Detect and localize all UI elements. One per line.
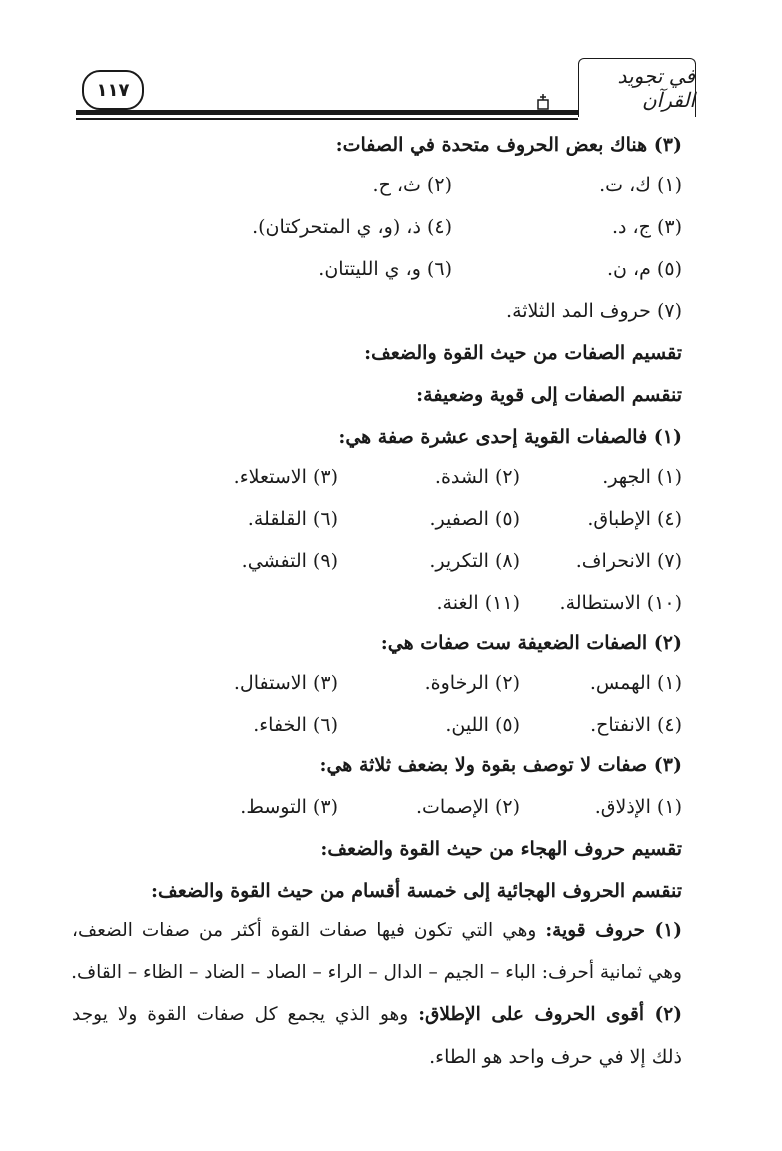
list-item: (٦) القلقلة. [247,508,338,530]
list-item: (٧) الانحراف. [575,550,682,572]
list-item: (٦) و، ي الليتتان. [318,258,452,280]
list-item: (٢) ث، ح. [372,174,452,196]
header-rule-thin [76,118,578,120]
list-item: (٥) الصفير. [429,508,520,530]
list-item: (٤) ذ، (و، ي المتحركتان). [252,216,452,238]
list-item: (١٠) الاستطالة. [559,592,682,614]
list-item: (٤) الإطباق. [587,508,682,530]
section-heading: تنقسم الصفات إلى قوية وضعيفة: [416,384,682,406]
list-item: (٦) الخفاء. [253,714,338,736]
list-item: (٤) الانفتاح. [590,714,682,736]
subsection-heading: (١) فالصفات القوية إحدى عشرة صفة هي: [338,426,682,448]
subsection-heading: (٢) الصفات الضعيفة ست صفات هي: [380,632,682,654]
list-item: (١) الإذلاق. [594,796,682,818]
paragraph-text: وهي التي تكون فيها صفات القوة أكثر من صفات الضعف، [72,920,537,941]
paragraph-strong-letters [72,918,682,944]
list-item: (٣) الاستعلاء. [233,466,338,488]
section-heading: تقسيم الصفات من حيث القوة والضعف: [364,342,682,364]
list-item: (٣) ج، د. [611,216,682,238]
page-number: ١١٧ [82,70,144,110]
paragraph-strongest-letter [72,1002,682,1028]
list-item: (١) الهمس. [589,672,682,694]
heading-identical-letters: (٣) هناك بعض الحروف متحدة في الصفات: [335,134,682,156]
list-item: (٣) التوسط. [240,796,338,818]
list-item: (٢) الإصمات. [415,796,520,818]
list-item: (٣) الاستفال. [233,672,338,694]
paragraph-text: وهي ثمانية أحرف: الباء – الجيم – الدال – الراء – الصاد – الضاد – الظاء – القاف. [71,962,682,983]
list-item: (٥) اللين. [445,714,520,736]
subsection-heading: (٣) صفات لا توصف بقوة ولا بضعف ثلاثة هي: [319,754,682,776]
header-rule-thick [76,110,578,115]
list-item: (١) ك، ت. [599,174,682,196]
section-heading: تنقسم الحروف الهجائية إلى خمسة أقسام من حيث القوة والضعف: [151,880,682,902]
list-item: (٢) الشدة. [434,466,520,488]
book-title: في تجويد القرآن [578,58,696,117]
paragraph-lead: (١) حروف قوية: [545,920,682,941]
list-item: (٥) م، ن. [606,258,682,280]
lamp-icon [536,94,550,110]
list-item: (١) الجهر. [602,466,682,488]
paragraph-text: ذلك إلا في حرف واحد هو الطاء. [429,1046,682,1068]
section-heading: تقسيم حروف الهجاء من حيث القوة والضعف: [320,838,682,860]
list-item: (٢) الرخاوة. [424,672,520,694]
list-item: (٧) حروف المد الثلاثة. [506,300,682,322]
paragraph-lead: (٢) أقوى الحروف على الإطلاق: [418,1004,682,1025]
list-item: (١١) الغنة. [436,592,520,614]
list-item: (٩) التفشي. [241,550,338,572]
paragraph-text: وهو الذي يجمع كل صفات القوة ولا يوجد [72,1004,409,1025]
list-item: (٨) التكرير. [429,550,520,572]
page-header [76,58,696,120]
